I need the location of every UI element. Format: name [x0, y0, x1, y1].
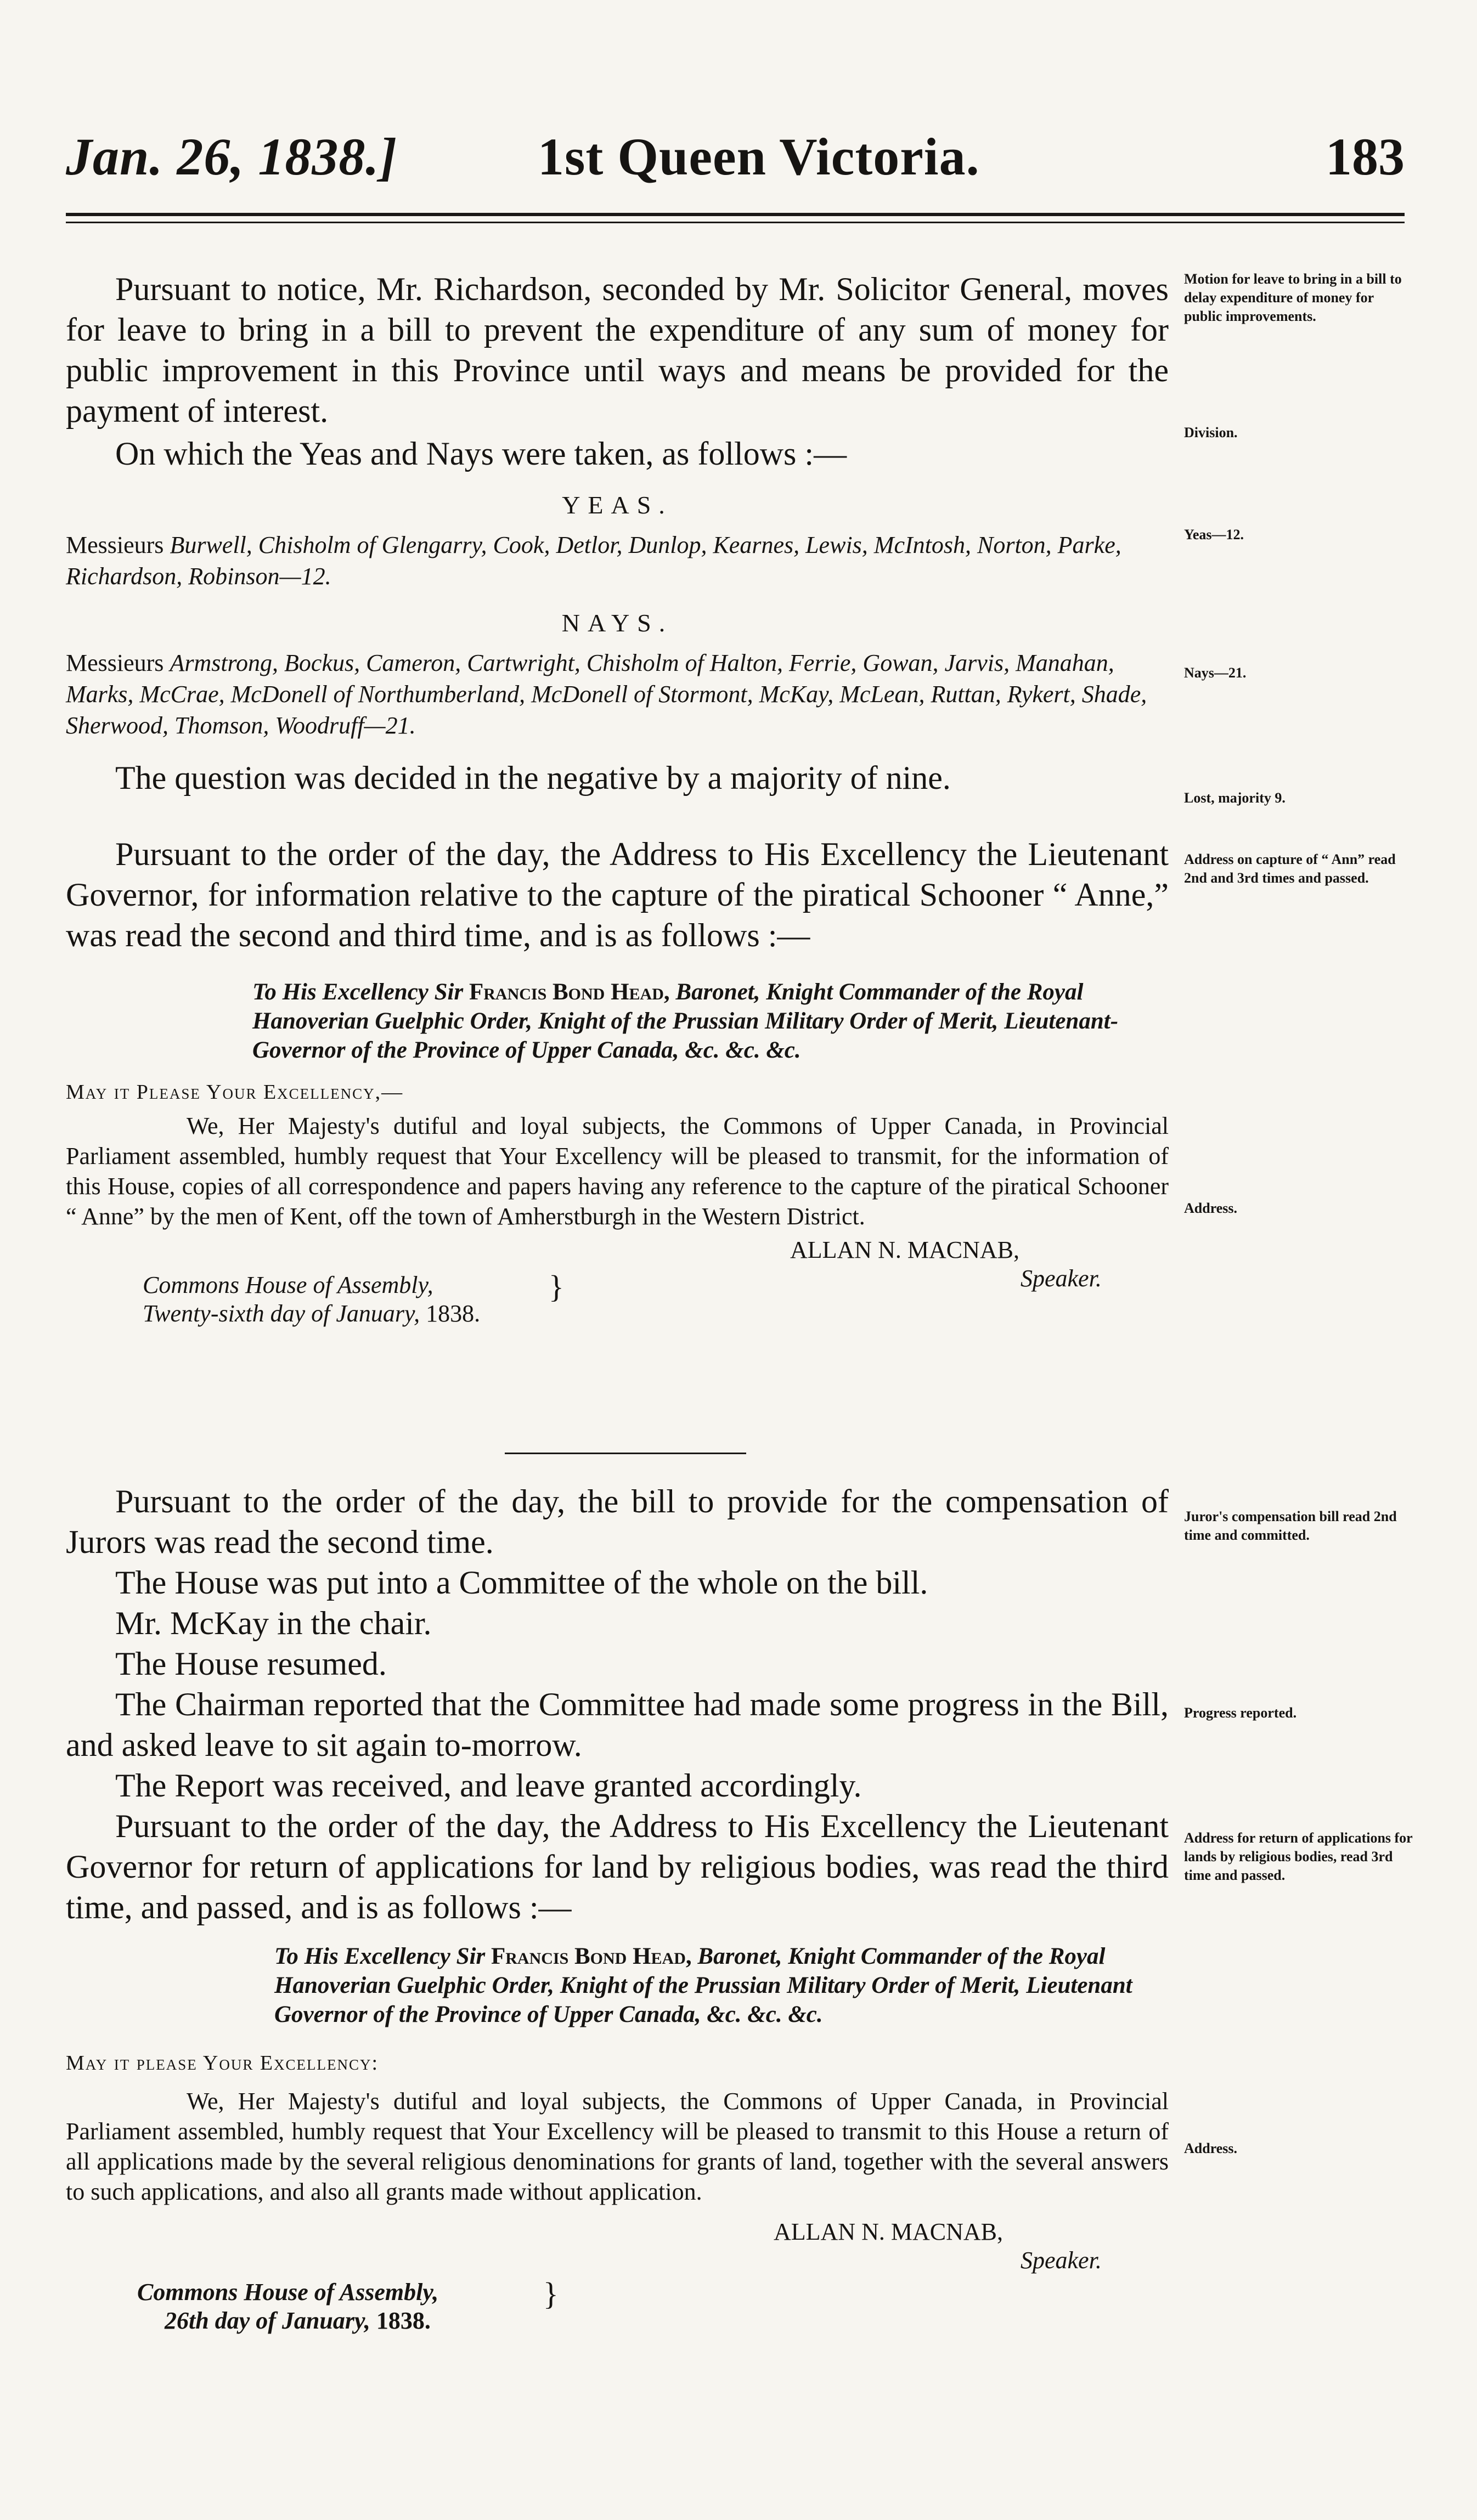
- place-day: Twenty-sixth day of January,: [143, 1300, 420, 1327]
- address-body-2: We, Her Majesty's dutiful and loyal subjects, the Commons of Upper Canada, in Provincial Parliament assembled, humbly request that Your Excellency will be pleased to transmit to this House a return of all applications made by the several religious denominations for grants of land, together with the several answers to such applications, and also all grants made without application.: [66, 2088, 1169, 2205]
- motion-section: [66, 269, 1169, 798]
- header-rule-thick: [66, 213, 1405, 216]
- recipient-titles-2: Baronet, Knight Commander of the Royal Hanoverian Guelphic Order, Knight of the Prussian Military Order of Merit, Lieutenant Governor of the Province of Upper Canada, &c. &c. &c.: [274, 1943, 1132, 2027]
- margin-note-land-return: Address for return of applications for lands by religious bodies, read 3rd time and passed.: [1184, 1830, 1413, 1883]
- margin-note-address-1: Address.: [1184, 1200, 1238, 1216]
- nays-heading: NAYS.: [561, 609, 673, 637]
- signer-name: ALLAN N. MACNAB,: [790, 1236, 1019, 1263]
- resumed-paragraph: The House resumed.: [115, 1646, 387, 1682]
- anne-address-section: [66, 834, 1169, 1327]
- margin-note-jurors: Juror's compensation bill read 2nd time and committed.: [1184, 1508, 1397, 1543]
- signer-name-2: ALLAN N. MACNAB,: [774, 2218, 1003, 2245]
- place-line-2-2: [137, 2307, 438, 2335]
- recipient-name: Francis Bond Head,: [469, 979, 670, 1005]
- place-line-1: Commons House of Assembly,: [143, 1272, 433, 1298]
- place-line-1-2: Commons House of Assembly,: [137, 2279, 439, 2306]
- signature-block-2: [66, 2207, 1169, 2334]
- jurors-paragraph: Pursuant to the order of the day, the bill to provide for the compensation of Jurors was read the second time.: [66, 1483, 1169, 1560]
- margin-note-address-2: Address.: [1184, 2140, 1238, 2156]
- header-title: 1st Queen Victoria.: [538, 127, 980, 186]
- recipient-name-2: Francis Bond Head,: [491, 1943, 692, 1969]
- motion-paragraph: Pursuant to notice, Mr. Richardson, seconded by Mr. Solicitor General, moves for leave to bring in a bill to prevent the expenditure of any sum of money for public improvement in this Province until ways and means be provided for the payment of interest.: [66, 271, 1169, 429]
- header-rule-thin: [66, 222, 1405, 223]
- place-day-2: 26th day of January,: [165, 2307, 370, 2334]
- recipient-prefix: To His Excellency Sir: [252, 979, 464, 1005]
- brace-glyph: }: [549, 1269, 564, 1304]
- salutation-2: May it please Your Excellency:: [66, 2052, 379, 2075]
- anne-intro-paragraph: Pursuant to the order of the day, the Address to His Excellency the Lieutenant Governor, for information relative to the capture of the piratical Schooner “ Anne,” was read the second and third time, and is as follows :—: [66, 836, 1169, 953]
- chair-paragraph: Mr. McKay in the chair.: [115, 1605, 432, 1641]
- page-number: 183: [1326, 127, 1405, 186]
- place-date-2: [137, 2278, 438, 2335]
- margin-note-division: Division.: [1184, 425, 1238, 440]
- nays-lead: Messieurs: [66, 649, 164, 676]
- committee-paragraph: The House was put into a Committee of the whole on the bill.: [115, 1564, 928, 1601]
- signer-title-2: Speaker.: [1021, 2247, 1102, 2274]
- margin-note-motion: Motion for leave to bring in a bill to delay expenditure of money for public improvements.: [1184, 271, 1402, 324]
- signature-block: [66, 1231, 1169, 1327]
- yeas-list: [66, 529, 1169, 592]
- division-paragraph: On which the Yeas and Nays were taken, as follows :—: [115, 436, 847, 472]
- signer-title: Speaker.: [1021, 1265, 1102, 1292]
- place-year: 1838.: [426, 1300, 481, 1327]
- salutation: May it Please Your Excellency,—: [66, 1081, 404, 1104]
- result-paragraph: The question was decided in the negative by a majority of nine.: [115, 760, 951, 796]
- margin-note-anne-address: Address on capture of “ Ann” read 2nd and 3rd times and passed.: [1184, 851, 1396, 886]
- report-received-paragraph: The Report was received, and leave granted accordingly.: [115, 1767, 862, 1804]
- land-address-section: [66, 1942, 1169, 2334]
- running-header: [66, 126, 1405, 208]
- header-date: Jan. 26, 1838.]: [66, 127, 398, 186]
- nays-names: Armstrong, Bockus, Cameron, Cartwright, Chisholm of Halton, Ferrie, Gowan, Jarvis, Manahan, Marks, McCrae, McDonell of Northumberland, McDonell of Stormont, McKay, McLean, Ruttan, Rykert, Shade, Sherwood, Thomson, Woodruff—21.: [66, 649, 1147, 739]
- brace-glyph-2: }: [543, 2276, 559, 2312]
- section-separator: [505, 1453, 746, 1454]
- chairman-report-paragraph: The Chairman reported that the Committee had made some progress in the Bill, and asked leave to sit again to-morrow.: [66, 1686, 1169, 1763]
- place-year-2: 1838.: [376, 2307, 431, 2334]
- yeas-heading: YEAS.: [562, 491, 673, 519]
- place-line-2: [143, 1299, 480, 1328]
- yeas-lead: Messieurs: [66, 532, 164, 558]
- place-date: [143, 1271, 480, 1328]
- jurors-section: [66, 1481, 1169, 1928]
- margin-note-lost: Lost, majority 9.: [1184, 790, 1286, 806]
- nays-list: [66, 647, 1169, 741]
- margin-note-yeas: Yeas—12.: [1184, 527, 1244, 543]
- address-recipient: [252, 978, 1141, 1065]
- margin-note-progress: Progress reported.: [1184, 1705, 1297, 1721]
- recipient-prefix-2: To His Excellency Sir: [274, 1943, 486, 1969]
- yeas-names: Burwell, Chisholm of Glengarry, Cook, Detlor, Dunlop, Kearnes, Lewis, McIntosh, Norton, Parke, Richardson, Robinson—12.: [66, 532, 1121, 590]
- address-recipient-2: [274, 1942, 1163, 2029]
- land-return-paragraph: Pursuant to the order of the day, the Address to His Excellency the Lieutenant Governor for return of applications for land by religious bodies, was read the third time, and passed, and is as follows :—: [66, 1808, 1169, 1925]
- margin-note-nays: Nays—21.: [1184, 665, 1247, 681]
- address-body: We, Her Majesty's dutiful and loyal subjects, the Commons of Upper Canada, in Provincial Parliament assembled, humbly request that Your Excellency will be pleased to transmit, for the information of this House, copies of all correspondence and papers having any reference to the capture of the piratical Schooner “ Anne” by the men of Kent, off the town of Amherstburgh in the Western District.: [66, 1112, 1169, 1230]
- recipient-titles: Baronet, Knight Commander of the Royal Hanoverian Guelphic Order, Knight of the Prussian Military Order of Merit, Lieutenant-Governor of the Province of Upper Canada, &c. &c. &c.: [252, 979, 1119, 1063]
